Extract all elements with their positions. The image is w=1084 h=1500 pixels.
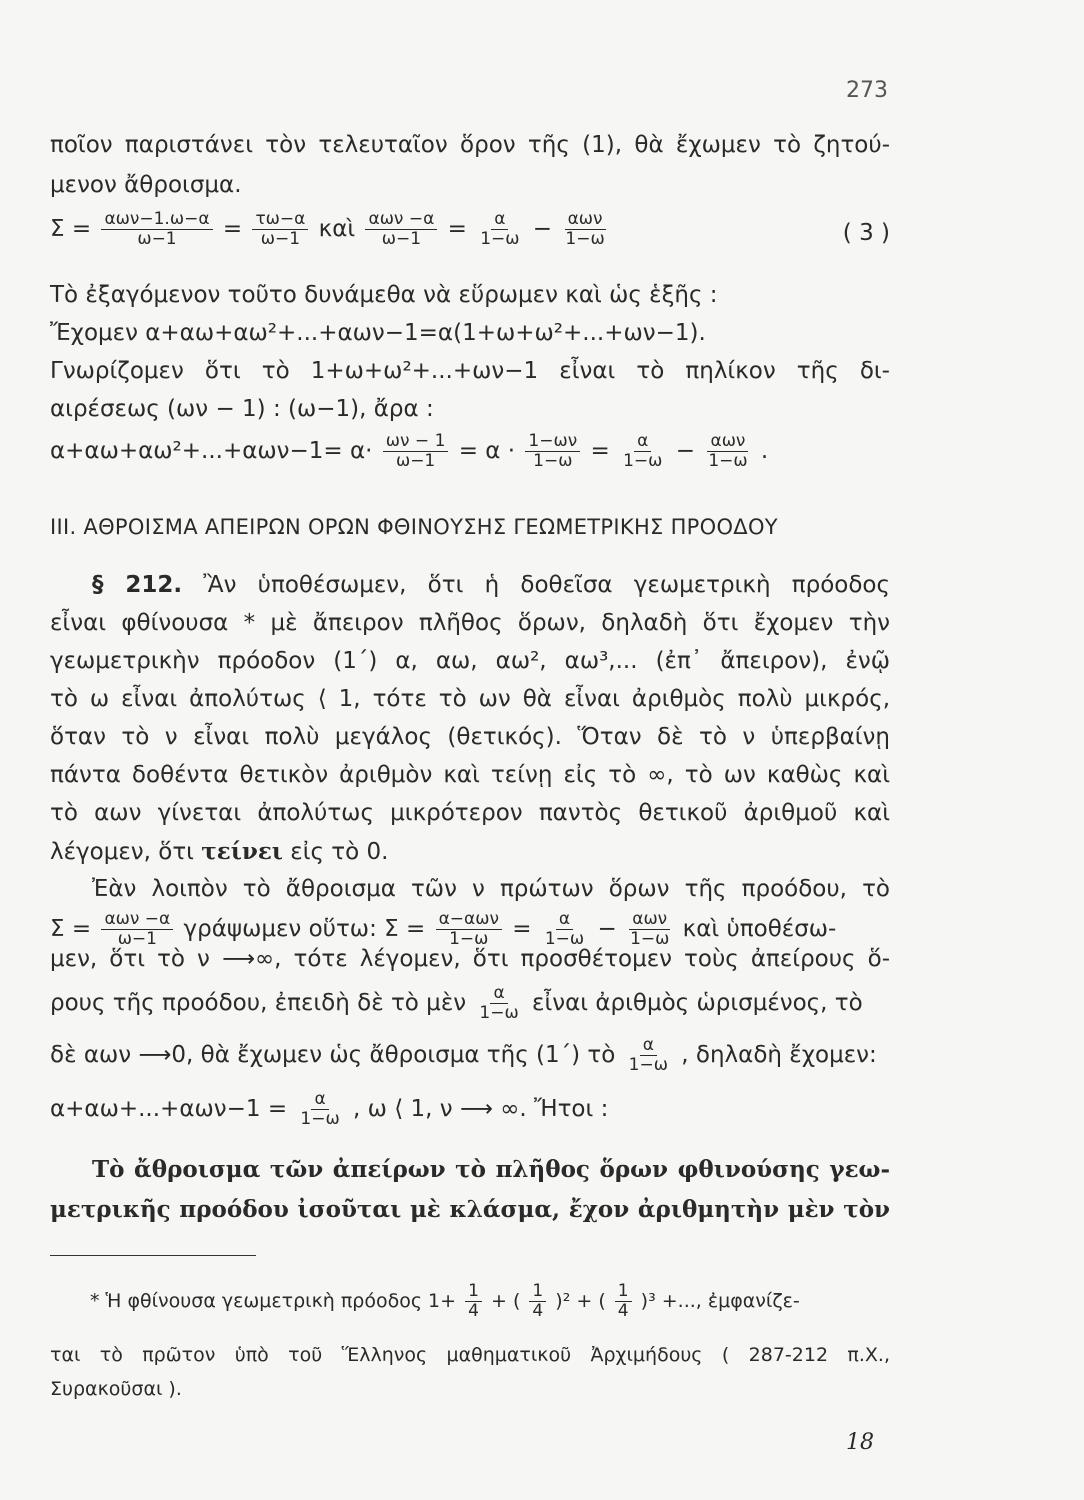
intro-line-2: μενον ἄθροισμα. <box>50 172 242 198</box>
footnote-fraction-3: $\frac{1}{4}$ <box>615 1282 632 1321</box>
sigma-fraction-1: $\frac{\text{αων −α}}{\omega-1}$ <box>101 910 173 949</box>
derive-paragraph: Τὸ ἐξαγόμενον τοῦτο δυνάμεθα νὰ εὕρωμεν καὶ ὡς ἑξῆς : <box>50 282 718 308</box>
p212-line-8: λέγομεν, ὅτι τείνει εἰς τὸ 0. <box>50 838 389 865</box>
p212-line-3: γεωμετρικὴν πρόοδον (1΄) α, αω, αω², αω³,... (ἐπ᾽ ἄπειρον), ἐνῷ <box>50 648 890 674</box>
footnote-line-1: * Ἡ φθίνουσα γεωμετρικὴ πρόοδος 1+ $\frac{1}{4}$ + ( $\frac{1}{4}$ )² + ( $\frac{1}{4}$ )³ +..., ἐμφανίζε- <box>90 1281 800 1321</box>
men-line-3: δὲ αων ⟶0, θὰ ἔχωμεν ὡς ἄθροισμα τῆς (1΄) τὸ $\frac{\alpha}{1-\omega}$ , δηλαδὴ ἔχομεν: <box>50 1035 877 1075</box>
know-line-2: αιρέσεως (ων − 1) : (ω−1), ἄρα : <box>50 396 434 422</box>
if-paragraph: Ἐὰν λοιπὸν τὸ ἄθροισμα τῶν ν πρώτων ὅρων τῆς προόδου, τὸ <box>92 876 890 902</box>
p212-line-5: ὅταν τὸ ν εἶναι πολὺ μεγάλος (θετικός). Ὅταν δὲ τὸ ν ὑπερβαίνῃ <box>50 724 890 750</box>
p212-line-1: § 212. Ἂν ὑποθέσωμεν, ὅτι ἡ δοθεῖσα γεωμετρικὴ πρόοδος <box>92 572 890 598</box>
signature-mark: 18 <box>846 1430 874 1455</box>
sigma-fraction-4: $\frac{\text{αων}}{1-\omega}$ <box>630 909 670 949</box>
sum-fraction-2: $\frac{1-\omega\nu}{1-\omega}$ <box>525 432 580 471</box>
theorem-line-2: μετρικῆς προόδου ἰσοῦται μὲ κλάσμα, ἔχον ἀριθμητὴν μὲν τὸν <box>50 1196 890 1223</box>
final-equation: α+αω+...+αων−1 = $\frac{\alpha}{1-\omega}$ , ω ⟨ 1, ν ⟶ ∞. Ἤτοι : <box>50 1089 609 1129</box>
have-paragraph: Ἔχομεν α+αω+αω²+...+αων−1=α(1+ω+ω²+...+ων−1). <box>50 320 706 346</box>
p212-line-2: εἶναι φθίνουσα * μὲ ἄπειρον πλῆθος ὅρων, δηλαδὴ ὅτι ἔχομεν τὴν <box>50 610 890 636</box>
eq3-lhs: Σ = <box>50 216 92 242</box>
eq3-fraction-3: $\frac{\text{αων −α}}{\omega-1}$ <box>365 210 437 249</box>
know-line-1: Γνωρίζομεν ὅτι τὸ 1+ω+ω²+...+ων−1 εἶναι τὸ πηλίκον τῆς δι- <box>50 358 890 384</box>
page-number: 273 <box>846 78 888 103</box>
eq3-fraction-5: $\frac{\text{αων}}{1-\omega}$ <box>565 209 605 249</box>
footnote-fraction-2: $\frac{1}{4}$ <box>529 1282 546 1321</box>
men-line-1: μεν, ὅτι τὸ ν ⟶∞, τότε λέγομεν, ὅτι προσθέτομεν τοὺς ἀπείρους ὅ- <box>50 946 890 972</box>
footnote-rule <box>50 1255 256 1256</box>
footnote-line-2: ται τὸ πρῶτον ὑπὸ τοῦ Ἕλληνος μαθηματικοῦ Ἀρχιμήδους ( 287-212 π.Χ., <box>50 1344 890 1366</box>
eq3-fraction-2: $\frac{\tau\omega-\alpha}{\omega-1}$ <box>252 210 308 249</box>
eq3-fraction-4: $\frac{\alpha}{1-\omega}$ <box>480 209 520 249</box>
section-number: § 212. <box>92 572 183 598</box>
footnote-fraction-1: $\frac{1}{4}$ <box>465 1282 482 1321</box>
p212-line-6: πάντα δοθέντα θετικὸν ἀριθμὸν καὶ τείνῃ εἰς τὸ ∞, τὸ ων καθὼς καὶ <box>50 762 890 788</box>
sum-fraction-3: $\frac{\alpha}{1-\omega}$ <box>623 431 663 471</box>
sum-equation: α+αω+αω²+...+αων−1= α· $\frac{\omega\nu - 1}{\omega-1}$ = α · $\frac{1-\omega\nu}{1-\omega}$ = $\frac{\alpha}{1-\omega}$ − $\frac{\text{αων}}{1-\omega}$ . <box>50 431 769 471</box>
men-fraction-2: $\frac{\alpha}{1-\omega}$ <box>628 1035 668 1075</box>
sum-fraction-1: $\frac{\omega\nu - 1}{\omega-1}$ <box>383 432 449 471</box>
sigma-fraction-3: $\frac{\alpha}{1-\omega}$ <box>544 909 585 949</box>
intro-line-1: ποῖον παριστάνει τὸν τελευταῖον ὅρον τῆς (1), θὰ ἔχωμεν τὸ ζητού- <box>50 132 890 158</box>
section-heading: III. ΑΘΡΟΙΣΜΑ ΑΠΕΙΡΩΝ ΟΡΩΝ ΦΘΙΝΟΥΣΗΣ ΓΕΩΜΕΤΡΙΚΗΣ ΠΡΟΟΔΟΥ <box>50 515 778 539</box>
equation-3: Σ = $\frac{\text{αων−1.ω−α}}{\omega-1}$ = $\frac{\tau\omega-\alpha}{\omega-1}$ καὶ $\frac{\text{αων −α}}{\omega-1}$ = $\frac{\alpha}{1-\omega}$ − $\frac{\text{αων}}{1-\omega}$ ( 3 ) <box>50 209 890 249</box>
theorem-line-1: Τὸ ἄθροισμα τῶν ἀπείρων τὸ πλῆθος ὅρων φθινούσης γεω- <box>92 1156 890 1183</box>
sum-fraction-4: $\frac{\text{αων}}{1-\omega}$ <box>708 431 748 471</box>
p212-line-7: τὸ αων γίνεται ἀπολύτως μικρότερον παντὸς θετικοῦ ἀριθμοῦ καὶ <box>50 800 890 826</box>
tends-term: τείνει <box>201 838 283 865</box>
final-fraction: $\frac{\alpha}{1-\omega}$ <box>300 1089 340 1129</box>
men-line-2: ρους τῆς προόδου, ἐπειδὴ δὲ τὸ μὲν $\frac{\alpha}{1-\omega}$ εἶναι ἀριθμὸς ὡρισμένος, τὸ <box>50 983 863 1023</box>
p212-line-4: τὸ ω εἶναι ἀπολύτως ⟨ 1, τότε τὸ ων θὰ εἶναι ἀριθμὸς πολὺ μικρός, <box>50 686 890 712</box>
sigma-equation: Σ = $\frac{\text{αων −α}}{\omega-1}$ γράψωμεν οὕτω: Σ = $\frac{\text{α−αων}}{1-\omega}$ = $\frac{\alpha}{1-\omega}$ − $\frac{\text{αων}}{1-\omega}$ καὶ ὑποθέσω- <box>50 909 837 949</box>
footnote-line-3: Συρακοῦσαι ). <box>50 1378 182 1400</box>
equation-number: ( 3 ) <box>842 220 890 246</box>
eq3-fraction-1: $\frac{\text{αων−1.ω−α}}{\omega-1}$ <box>101 210 212 249</box>
men-fraction-1: $\frac{\alpha}{1-\omega}$ <box>479 983 519 1023</box>
sigma-fraction-2: $\frac{\text{α−αων}}{1-\omega}$ <box>436 910 502 949</box>
